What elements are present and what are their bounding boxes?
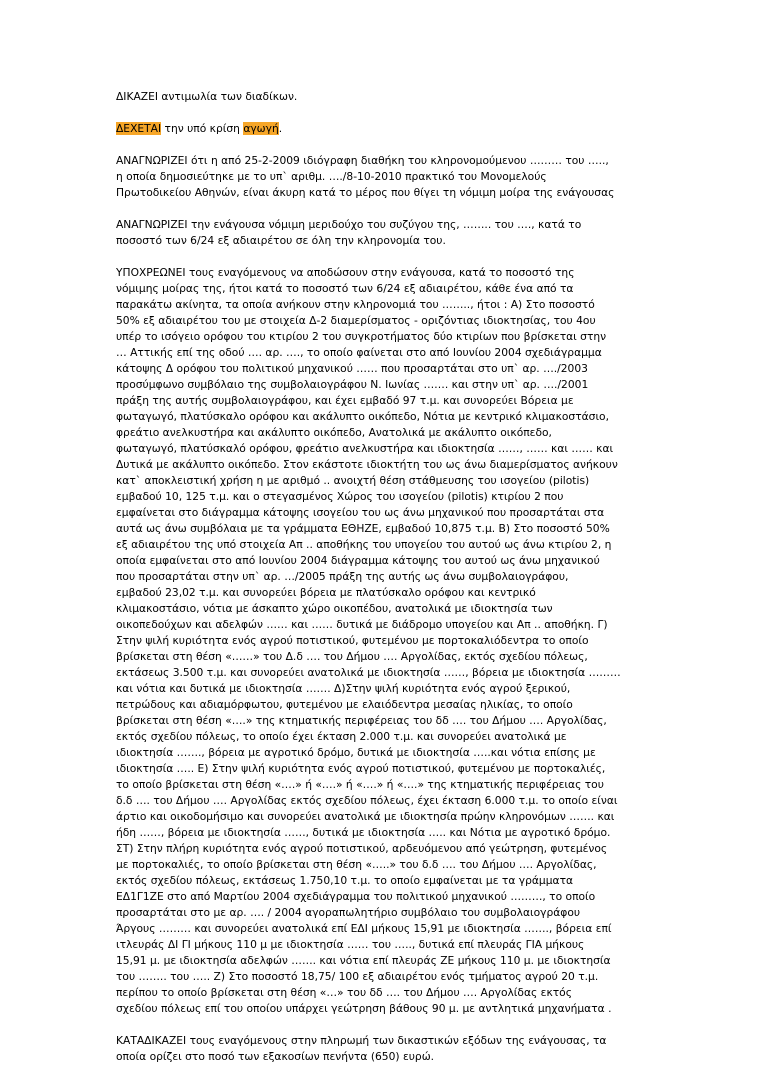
ruling-paragraph-6: ΚΑΤΑΔΙΚΑΖΕΙ τους εναγόμενους στην πληρωμή των δικαστικών εξόδων της ενάγουσας, τα οποία ορίζει στο ποσό των εξακοσίων πενήντα (650) ευρώ. (116, 1034, 607, 1063)
ruling-paragraph-4: ΑΝΑΓΝΩΡΙΖΕΙ την ενάγουσα νόμιμη μεριδούχο του συζύγου της, …….. του …., κατά το ποσοστό των 6/24 εξ αδιαιρέτου σε όλη την κληρονομία του. (116, 218, 582, 247)
ruling-paragraph-1: ΔΙΚΑΖΕΙ αντιμωλία των διαδίκων. (116, 90, 298, 103)
paragraph-2-end: . (278, 122, 283, 135)
paragraph-2-middle: την υπό κρίση (161, 122, 244, 135)
ruling-paragraph-5: ΥΠΟΧΡΕΩΝΕΙ τους εναγόμενους να αποδώσουν στην ενάγουσα, κατά το ποσοστό της νόμιμης μοίρας της, ήτοι κατά το ποσοστό των 6/24 εξ αδιαιρέτου, κάθε ένα από τα παρακάτω ακίνητα, τα οποία ανήκουν στην κληρονομιά του …….., ήτοι : Α) Στο ποσοστό 50% εξ αδιαιρέτου του με στοιχεία Δ-2 διαμερίσματος - οριζόντιας ιδιοκτησίας, του 4ου υπέρ το ισόγειο ορόφου του κτιρίου 2 του συγκροτήματος δύο κτιρίων που βρίσκεται στην … Αττικής επί της οδού …. αρ. …., το οποίο φαίνεται στο από Ιουνίου 2004 σχεδιάγραμμα κάτοψης Δ ορόφου του πολιτικού μηχανικού …… που προσαρτάται στο υπ` αρ. …./2003 προσύμφωνο συμβόλαιο της συμβολαιογράφου Ν. Ιωνίας ……. και στην υπ` αρ. …./2001 πράξη της αυτής συμβολαιογράφου, και έχει εμβαδό 97 τ.μ. και συνορεύει Βόρεια με φωταγωγό, πλατύσκαλο ορόφου και ακάλυπτο οικόπεδο, Νότια με κεντρικό κλιμακοστάσιο, φρεάτιο ανελκυστήρα και ακάλυπτο οικόπεδο, Ανατολικά με ακάλυπτο οικόπεδο, φωταγωγό, πλατύσκαλό ορόφου, φρεάτιο ανελκυστήρα και ιδιοκτησία ……, …… και …… και Δυτικά με ακάλυπτο οικόπεδο. Στον εκάστοτε ιδιοκτήτη του ως άνω διαμερίσματος ανήκουν κατ` αποκλειστική χρήση η με αριθμό .. ανοιχτή θέση στάθμευσης του ισογείου (pilotis) εμβαδού 10, 125 τ.μ. και ο στεγασμένος Χώρος του ισογείου (pilotis) κτιρίου 2 που εμφαίνεται στο διάγραμμα κάτοψης ισογείου του ως άνω μηχανικού που προσαρτάται στα αυτά ως άνω συμβόλαια με τα γράμματα ΕΘΗΖΕ, εμβαδού 10,875 τ.μ. Β) Στο ποσοστό 50% εξ αδιαιρέτου της υπό στοιχεία Απ .. αποθήκης του υπογείου του αυτού ως άνω κτιρίου 2, η οποία εμφαίνεται στο από Ιουνίου 2004 διάγραμμα κάτοψης του αυτού ως άνω μηχανικού που προσαρτάται στην υπ` αρ. …/2005 πράξη της αυτής ως άνω συμβολαιογράφου, εμβαδού 23,02 τ.μ. και συνορεύει βόρεια με πλατύσκαλο ορόφου και κεντρικό κλιμακοστάσιο, νότια με άσκαπτο χώρο οικοπέδου, ανατολικά με ιδιοκτησία των οικοπεδούχων και αδελφών …… και …… δυτικά με διάδρομο υπογείου και Απ .. αποθήκη. Γ) Στην ψιλή κυριότητα ενός αγρού ποτιστικού, φυτεμένου με πορτοκαλιόδεντρα το οποίο βρίσκεται στη θέση «……» του Δ.δ …. του Δήμου …. Αργολίδας, εκτός σχεδίου πόλεως, εκτάσεως 3.500 τ.μ. και συνορεύει ανατολικά με ιδιοκτησία ……, βόρεια με ιδιοκτησία ……… και νότια και δυτικά με ιδιοκτησία ……. Δ)Στην ψιλή κυριότητα ενός αγρού ξερικού, πετρώδους και αδιαμόρφωτου, φυτεμένου με ελαιόδεντρα μεσαίας ηλικίας, το οποίο βρίσκεται στη θέση «….» της κτηματικής περιφέρειας του δδ …. του Δήμου …. Αργολίδας, εκτός σχεδίου πόλεως, το οποίο έχει έκταση 2.000 τ.μ. και συνορεύει ανατολικά με ιδιοκτησία ……., βόρεια με αγροτικό δρόμο, δυτικά με ιδιοκτησία …..και νότια επίσης με ιδιοκτησία ….. Ε) Στην ψιλή κυριότητα ενός αγρού ποτιστικού, φυτεμένου με πορτοκαλιές, το οποίο βρίσκεται στη θέση «….» ή «….» ή «….» ή «….» της κτηματικής περιφέρειας του δ.δ …. του Δήμου …. Αργολίδας εκτός σχεδίου πόλεως, έχει έκταση 6.000 τ.μ. το οποίο είναι άρτιο και οικοδομήσιμο και συνορεύει ανατολικά με ιδιοκτησία πρώην κληρονόμων ……. και ήδη ……, βόρεια με ιδιοκτησία ……, δυτικά με ιδιοκτησία ….. και Νότια με αγροτικό δρόμο. ΣΤ) Στην πλήρη κυριότητα ενός αγρού ποτιστικού, αρδευόμενου από γεώτρηση, φυτεμένος με πορτοκαλιές, το οποίο βρίσκεται στη θέση «…..» του δ.δ …. του Δήμου …. Αργολίδας, εκτός σχεδίου πόλεως, εκτάσεως 1.750,10 τ.μ. το οποίο εμφαίνεται με τα γράμματα ΕΔ1Γ1ΖΕ στο από Μαρτίου 2004 σχεδιάγραμμα του πολιτικού μηχανικού ………, το οποίο προσαρτάται στο με αρ. …. / 2004 αγοραπωλητήριο συμβόλαιο του συμβολαιογράφου Άργους ……… και συνορεύει ανατολικά επί ΕΔΙ μήκους 15,91 με ιδιοκτησία ……., βόρεια επί ιτλευράς ΔΙ ΓΙ μήκους 110 μ με ιδιοκτησία …… του ….., δυτικά επί πλευράς ΓΙΑ μήκους 15,91 μ. με ιδιοκτησία αδελφών ……. και νότια επί πλευράς ΖΕ μήκους 110 μ. με ιδιοκτησία του …….. του ….. Ζ) Στο ποσοστό 18,75/ 100 εξ αδιαιρέτου ενός τμήματος αγρού 20 τ.μ. περίπου το οποίο βρίσκεται στη θέση «…» του δδ …. του Δήμου …. Αργολίδας εκτός σχεδίου πόλεως επί του οποίου υπάρχει γεώτρηση βάθους 90 μ. με αντλητικά μηχανήματα . (116, 266, 621, 1015)
paragraph-spacer (116, 105, 728, 121)
paragraph-spacer (116, 201, 728, 217)
highlighted-word-accepts: ΔΕΧΕΤΑΙ (116, 122, 162, 135)
ruling-paragraph-2 (116, 121, 728, 137)
paragraph-spacer (116, 1017, 728, 1033)
highlighted-word-claim: αγωγή (243, 122, 279, 135)
ruling-paragraph-3: ΑΝΑΓΝΩΡΙΖΕΙ ότι η από 25-2-2009 ιδιόγραφη διαθήκη του κληρονομούμενου ……… του ….., η οποία δημοσιεύτηκε με το υπ` αριθμ. …./8-10-2010 πρακτικό του Μονομελούς Πρωτοδικείου Αθηνών, είναι άκυρη κατά το μέρος που θίγει τη νόμιμη μοίρα της ενάγουσας (116, 154, 615, 199)
paragraph-spacer (116, 137, 728, 153)
paragraph-spacer (116, 249, 728, 265)
